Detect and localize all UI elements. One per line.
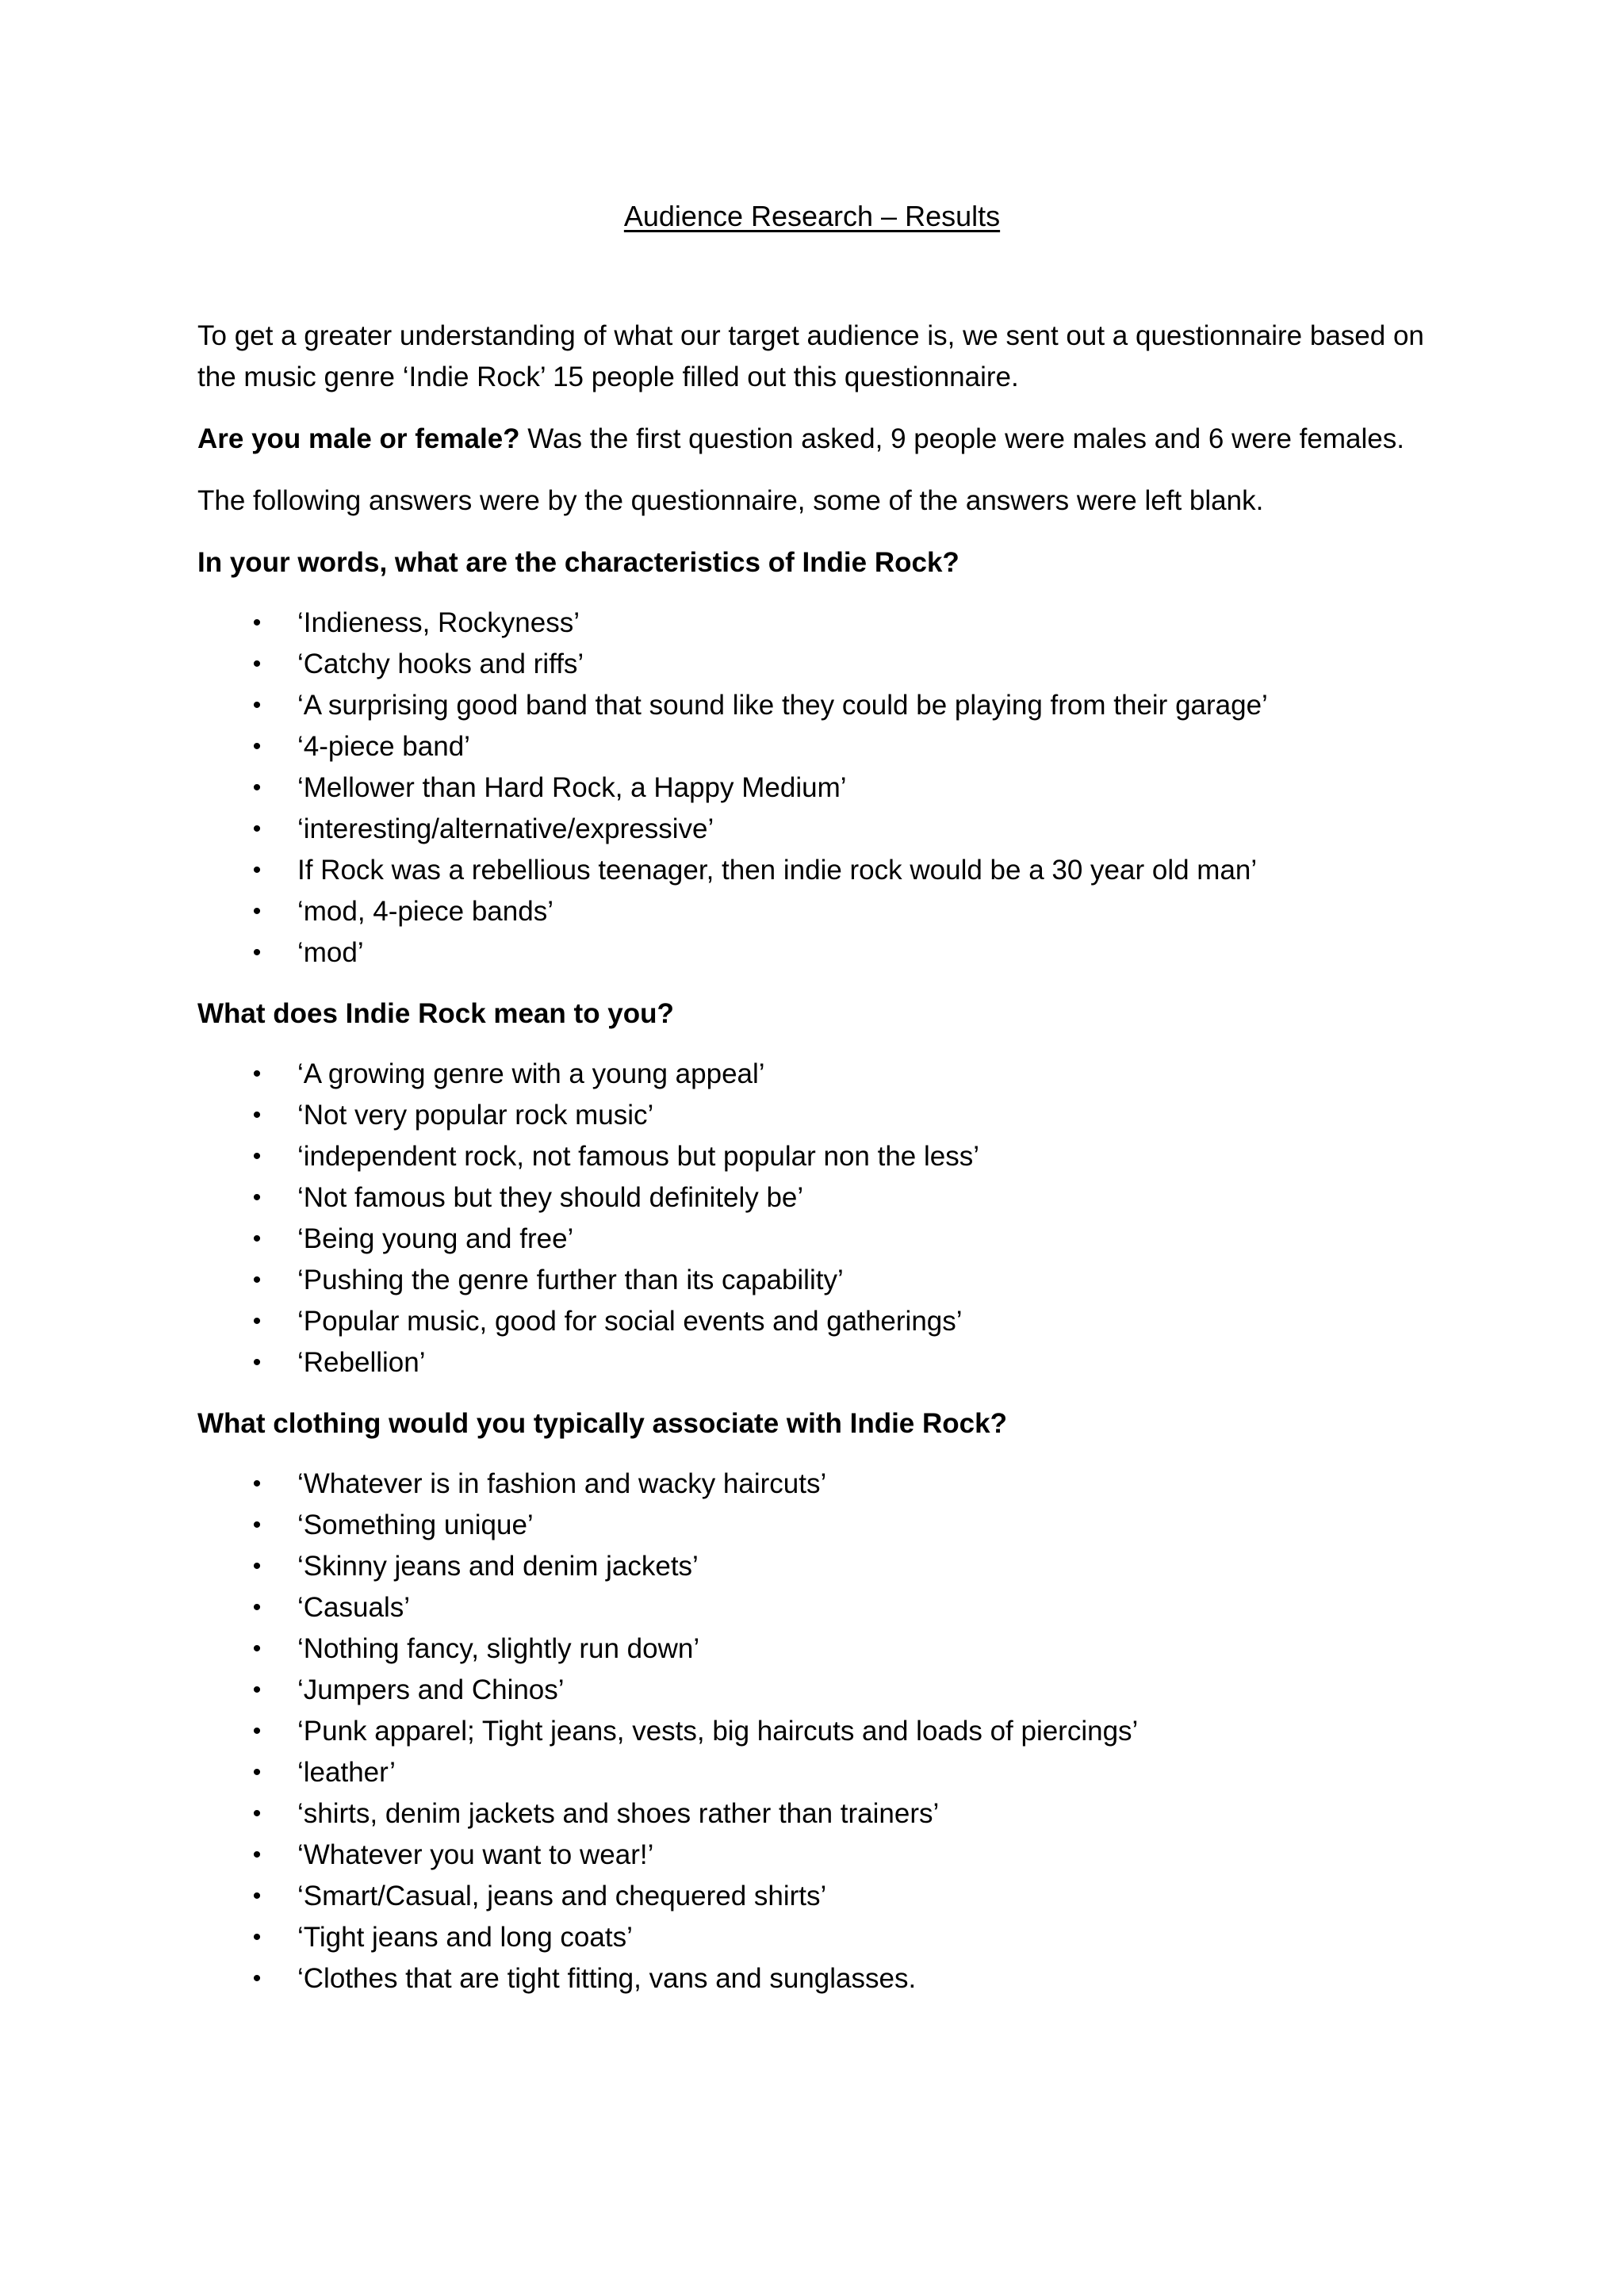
answer-text: ‘Not very popular rock music’ <box>297 1100 654 1131</box>
list-item <box>197 932 1466 974</box>
list-item <box>197 603 1466 644</box>
bullet-icon: • <box>252 1226 262 1252</box>
bullet-icon: • <box>252 1184 262 1211</box>
bullet-icon: • <box>252 1842 262 1868</box>
bullet-icon: • <box>252 1636 262 1662</box>
bullet-icon: • <box>252 1677 262 1703</box>
bullet-icon: • <box>252 1061 262 1087</box>
list-item <box>197 1301 1466 1342</box>
answer-text: ‘Casuals’ <box>297 1592 410 1623</box>
bullet-icon: • <box>252 1553 262 1579</box>
bullet-icon: • <box>252 1594 262 1621</box>
bullet-icon: • <box>252 1965 262 1992</box>
list-item <box>197 1711 1466 1752</box>
list-item <box>197 1917 1466 1958</box>
answer-text: ‘leather’ <box>297 1757 396 1788</box>
intro-line-1: To get a greater understanding of what our target audience is, we sent out a questionnaire based on <box>197 320 1424 351</box>
bullet-icon: • <box>252 1308 262 1334</box>
question-sections <box>197 542 1466 1999</box>
list-item <box>197 1587 1466 1628</box>
answer-text: ‘A surprising good band that sound like they could be playing from their garage’ <box>297 690 1268 721</box>
answer-text: ‘4-piece band’ <box>297 731 470 762</box>
answer-text: ‘Being young and free’ <box>297 1223 574 1254</box>
bullet-icon: • <box>252 1512 262 1538</box>
section-question: In your words, what are the characteristics of Indie Rock? <box>197 547 959 578</box>
list-item <box>197 1095 1466 1136</box>
answer-text: ‘Tight jeans and long coats’ <box>297 1922 633 1953</box>
bullet-icon: • <box>252 1349 262 1376</box>
answer-text: ‘independent rock, not famous but popular non the less’ <box>297 1141 980 1172</box>
bullet-icon: • <box>252 1759 262 1785</box>
answer-text: ‘shirts, denim jackets and shoes rather than trainers’ <box>297 1798 940 1829</box>
list-item <box>197 1136 1466 1177</box>
bullet-icon: • <box>252 898 262 924</box>
bullet-icon: • <box>252 1800 262 1827</box>
list-item <box>197 1670 1466 1711</box>
list-item <box>197 1177 1466 1219</box>
answer-text: ‘Whatever is in fashion and wacky haircuts’ <box>297 1468 827 1499</box>
list-item <box>197 1835 1466 1876</box>
answer-text: ‘Smart/Casual, jeans and chequered shirts’ <box>297 1881 827 1911</box>
list-item <box>197 891 1466 932</box>
bullet-icon: • <box>252 733 262 760</box>
answer-text: ‘mod, 4-piece bands’ <box>297 896 553 927</box>
list-item <box>197 1546 1466 1587</box>
list-item <box>197 726 1466 767</box>
bullet-icon: • <box>252 692 262 718</box>
gender-question: Are you male or female? <box>197 423 520 454</box>
bullet-icon: • <box>252 816 262 842</box>
list-item <box>197 1752 1466 1793</box>
document-title-text: Audience Research – Results <box>623 200 1001 232</box>
answer-text: ‘Rebellion’ <box>297 1347 426 1378</box>
bullet-icon: • <box>252 1718 262 1744</box>
document-title <box>0 196 1624 237</box>
list-item <box>197 1342 1466 1383</box>
list-item <box>197 1219 1466 1260</box>
answer-list <box>197 603 1466 974</box>
list-item <box>197 1958 1466 1999</box>
answer-text: ‘A growing genre with a young appeal’ <box>297 1058 765 1089</box>
answer-text: ‘Pushing the genre further than its capability’ <box>297 1265 844 1295</box>
note-paragraph: The following answers were by the questionnaire, some of the answers were left blank. <box>197 485 1264 516</box>
answer-list <box>197 1464 1466 1999</box>
answer-text: ‘Indieness, Rockyness’ <box>297 607 580 638</box>
list-item <box>197 1260 1466 1301</box>
bullet-icon: • <box>252 939 262 966</box>
section-question: What clothing would you typically associate with Indie Rock? <box>197 1408 1007 1439</box>
gender-paragraph <box>197 419 1466 460</box>
list-item <box>197 1793 1466 1835</box>
bullet-icon: • <box>252 1924 262 1950</box>
list-item <box>197 1464 1466 1505</box>
bullet-icon: • <box>252 857 262 883</box>
answer-text: ‘Catchy hooks and riffs’ <box>297 649 584 679</box>
bullet-icon: • <box>252 775 262 801</box>
answer-text: ‘Nothing fancy, slightly run down’ <box>297 1633 700 1664</box>
list-item <box>197 1628 1466 1670</box>
list-item <box>197 1505 1466 1546</box>
list-item <box>197 1876 1466 1917</box>
list-item <box>197 809 1466 850</box>
section-question: What does Indie Rock mean to you? <box>197 998 674 1029</box>
document-body <box>197 316 1466 2019</box>
gender-answer: Was the first question asked, 9 people were males and 6 were females. <box>519 423 1404 454</box>
answer-text: ‘interesting/alternative/expressive’ <box>297 813 714 844</box>
answer-text: ‘Whatever you want to wear!’ <box>297 1839 654 1870</box>
answer-text: ‘mod’ <box>297 937 364 968</box>
answer-list <box>197 1054 1466 1383</box>
answer-text: ‘Not famous but they should definitely be’ <box>297 1182 804 1213</box>
intro-line-2: the music genre ‘Indie Rock’ 15 people filled out this questionnaire. <box>197 362 1019 392</box>
bullet-icon: • <box>252 1267 262 1293</box>
bullet-icon: • <box>252 1102 262 1128</box>
bullet-icon: • <box>252 610 262 636</box>
answer-text: ‘Skinny jeans and denim jackets’ <box>297 1551 699 1582</box>
answer-text: ‘Something unique’ <box>297 1510 534 1540</box>
bullet-icon: • <box>252 651 262 677</box>
list-item <box>197 685 1466 726</box>
bullet-icon: • <box>252 1471 262 1497</box>
answer-text: ‘Punk apparel; Tight jeans, vests, big haircuts and loads of piercings’ <box>297 1716 1139 1747</box>
list-item <box>197 767 1466 809</box>
list-item <box>197 644 1466 685</box>
answer-text: ‘Clothes that are tight fitting, vans and sunglasses. <box>297 1963 917 1994</box>
bullet-icon: • <box>252 1143 262 1169</box>
list-item <box>197 1054 1466 1095</box>
bullet-icon: • <box>252 1883 262 1909</box>
answer-text: ‘Jumpers and Chinos’ <box>297 1674 565 1705</box>
answer-text: If Rock was a rebellious teenager, then indie rock would be a 30 year old man’ <box>297 855 1258 886</box>
answer-text: ‘Mellower than Hard Rock, a Happy Medium’ <box>297 772 847 803</box>
answer-text: ‘Popular music, good for social events and gatherings’ <box>297 1306 963 1337</box>
list-item <box>197 850 1466 891</box>
